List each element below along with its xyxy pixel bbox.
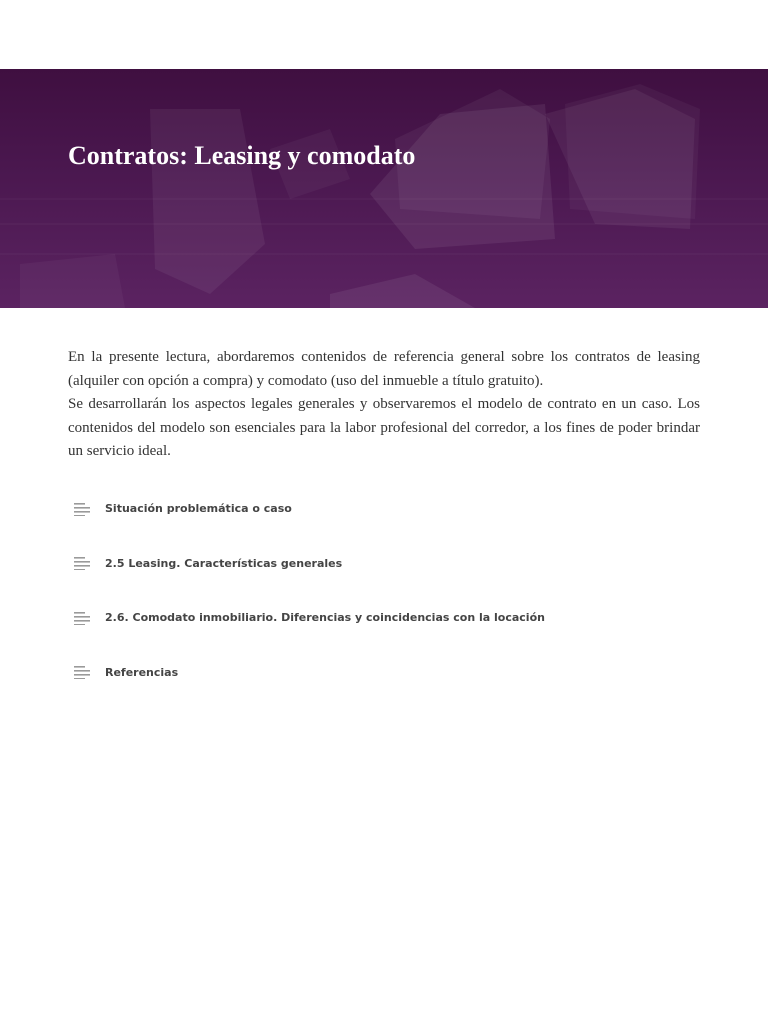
toc-item-situacion[interactable] xyxy=(68,492,708,525)
table-of-contents xyxy=(68,492,708,710)
page-title: Contratos: Leasing y comodato xyxy=(68,141,416,170)
hero-banner xyxy=(0,69,768,308)
toc-item-label: 2.6. Comodato inmobiliario. Diferencias y coincidencias con la locación xyxy=(105,611,545,624)
house-silhouettes-illustration xyxy=(0,69,768,308)
toc-item-label: Referencias xyxy=(105,665,179,679)
lines-icon xyxy=(74,665,90,679)
intro-paragraph: Se desarrollarán los aspectos legales generales y observaremos el modelo de contrato en un caso. Los contenidos del modelo son esenciales para la labor profesional del corredor, a los fines de poder brindar un servicio ideal. xyxy=(68,396,700,459)
lines-icon xyxy=(74,611,90,625)
toc-item-label: 2.5 Leasing. Características generales xyxy=(105,556,343,570)
toc-item-label: Situación problemática o caso xyxy=(105,502,292,515)
toc-item-comodato[interactable] xyxy=(68,601,708,634)
intro-text xyxy=(68,346,700,464)
toc-item-referencias[interactable] xyxy=(68,656,708,689)
lines-icon xyxy=(74,556,90,570)
toc-item-leasing[interactable] xyxy=(68,547,708,580)
intro-paragraph: En la presente lectura, abordaremos contenidos de referencia general sobre los contratos de leasing (alquiler con opción a compra) y comodato (uso del inmueble a título gratuito). xyxy=(68,349,700,389)
lines-icon xyxy=(74,502,90,516)
